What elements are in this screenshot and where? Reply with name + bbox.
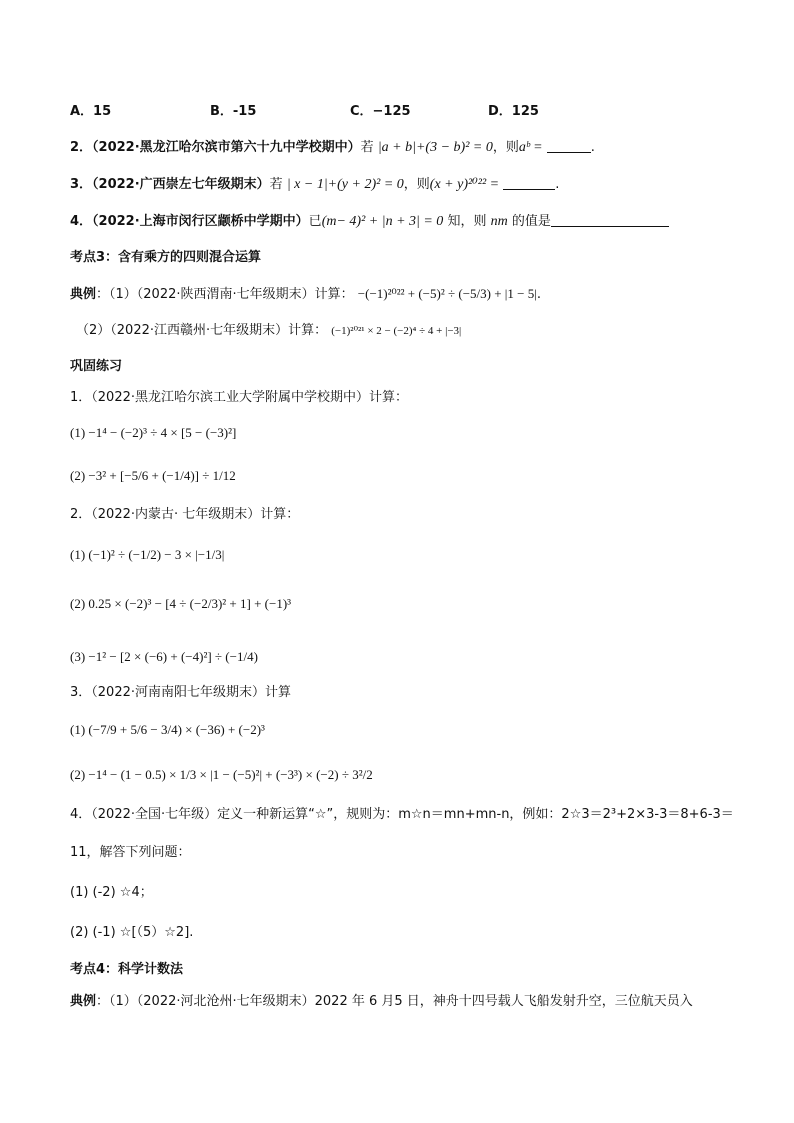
example-1-prefix: ：（1）（2022·陕西渭南·七年级期末）计算： xyxy=(96,287,354,302)
q3-ask: (x + y)²⁰²² = xyxy=(429,177,500,192)
practice-4-part-2: (2) (-1) ☆[（5）☆2]. xyxy=(70,925,194,940)
practice-1-heading: 1．（2022·黑龙江哈尔滨工业大学附属中学校期中）计算： xyxy=(70,390,408,405)
question-3 xyxy=(70,176,559,194)
q4-pre: 已 xyxy=(308,214,322,229)
choice-c: C．−125 xyxy=(350,104,411,119)
example-1-end: . xyxy=(536,287,541,302)
q4-answer-blank[interactable] xyxy=(551,214,669,227)
practice-4-part-1: (1) (-2) ☆4； xyxy=(70,885,153,900)
q2-end: . xyxy=(590,140,595,155)
example-4-label: 典例 xyxy=(70,994,97,1009)
example-1-expression: −(−1)²⁰²² + (−5)² ÷ (−5/3) + |1 − 5| xyxy=(357,286,537,301)
practice-1-part-2: (2) −3² + [−5/6 + (−1/4)] ÷ 1/12 xyxy=(70,468,236,483)
example-2-prefix: （2）（2022·江西赣州·七年级期末）计算： xyxy=(76,323,328,338)
practice-heading: 巩固练习 xyxy=(70,359,123,374)
q2-expression: |a + b|+(3 − b)² = 0 xyxy=(377,140,493,155)
q3-pre: 若 xyxy=(269,177,283,192)
q3-expression: | x − 1|+(y + 2)² = 0 xyxy=(286,177,404,192)
q4-end: 的值是 xyxy=(507,214,551,229)
choice-b: B．-15 xyxy=(210,104,257,119)
question-2 xyxy=(70,139,595,157)
practice-3-heading: 3．（2022·河南南阳七年级期末）计算 xyxy=(70,685,291,700)
example-2-expression: (−1)²⁰²¹ × 2 − (−2)⁴ ÷ 4 + |−3| xyxy=(331,325,462,337)
q4-source: （2022·上海市闵行区颛桥中学期中） xyxy=(92,214,309,229)
q2-source: （2022·黑龙江哈尔滨市第六十九中学校期中） xyxy=(92,140,361,155)
q3-answer-blank[interactable] xyxy=(503,177,555,190)
practice-3-part-1: (1) (−7/9 + 5/6 − 3/4) × (−36) + (−2)³ xyxy=(70,722,265,737)
practice-2-part-3: (3) −1² − [2 × (−6) + (−4)²] ÷ (−1/4) xyxy=(70,649,258,664)
example-scientific-notation xyxy=(70,993,693,1011)
example-4-text: ：（1）（2022·河北沧州·七年级期末）2022 年 6 月5 日，神舟十四号载人飞船发射升空，三位航天员入 xyxy=(96,994,693,1009)
q3-number: 3． xyxy=(70,177,93,192)
q2-pre: 若 xyxy=(360,140,374,155)
q3-mid: ，则 xyxy=(403,177,430,192)
practice-2-part-1: (1) (−1)² ÷ (−1/2) − 3 × |−1/3| xyxy=(70,547,225,562)
q4-ask: nm xyxy=(490,214,508,229)
example-label: 典例 xyxy=(70,287,97,302)
q3-source: （2022·广西崇左七年级期末） xyxy=(92,177,270,192)
section-heading-3: 考点3：含有乘方的四则混合运算 xyxy=(70,250,262,265)
choice-d: D．125 xyxy=(488,104,539,119)
q3-end: . xyxy=(555,177,560,192)
q4-mid: 知，则 xyxy=(443,214,491,229)
q4-expression: (m− 4)² + |n + 3| = 0 xyxy=(321,214,444,229)
q4-number: 4． xyxy=(70,214,93,229)
q2-answer-blank[interactable] xyxy=(547,140,591,153)
q2-ask: aᵇ = xyxy=(518,140,543,155)
practice-2-heading: 2．（2022·内蒙古· 七年级期末）计算： xyxy=(70,507,300,522)
example-1 xyxy=(70,285,541,304)
practice-3-part-2: (2) −1⁴ − (1 − 0.5) × 1/3 × |1 − (−5)²| + (−3³) × (−2) ÷ 3²/2 xyxy=(70,767,373,782)
example-2 xyxy=(76,322,461,340)
practice-1-part-1: (1) −1⁴ − (−2)³ ÷ 4 × [5 − (−3)²] xyxy=(70,425,237,440)
question-4 xyxy=(70,213,669,231)
section-heading-4: 考点4：科学计数法 xyxy=(70,962,184,977)
practice-4-line-2: 11，解答下列问题： xyxy=(70,845,191,860)
q2-number: 2． xyxy=(70,140,93,155)
q2-mid: ，则 xyxy=(492,140,519,155)
practice-2-part-2: (2) 0.25 × (−2)³ − [4 ÷ (−2/3)² + 1] + (−1)³ xyxy=(70,596,292,611)
practice-4-line-1: 4．（2022·全国·七年级）定义一种新运算“☆”，规则为：m☆n＝mn+mn-n，例如：2☆3＝2³+2×3-3＝8+6-3＝ xyxy=(70,807,734,822)
choice-a: A．15 xyxy=(70,104,112,119)
